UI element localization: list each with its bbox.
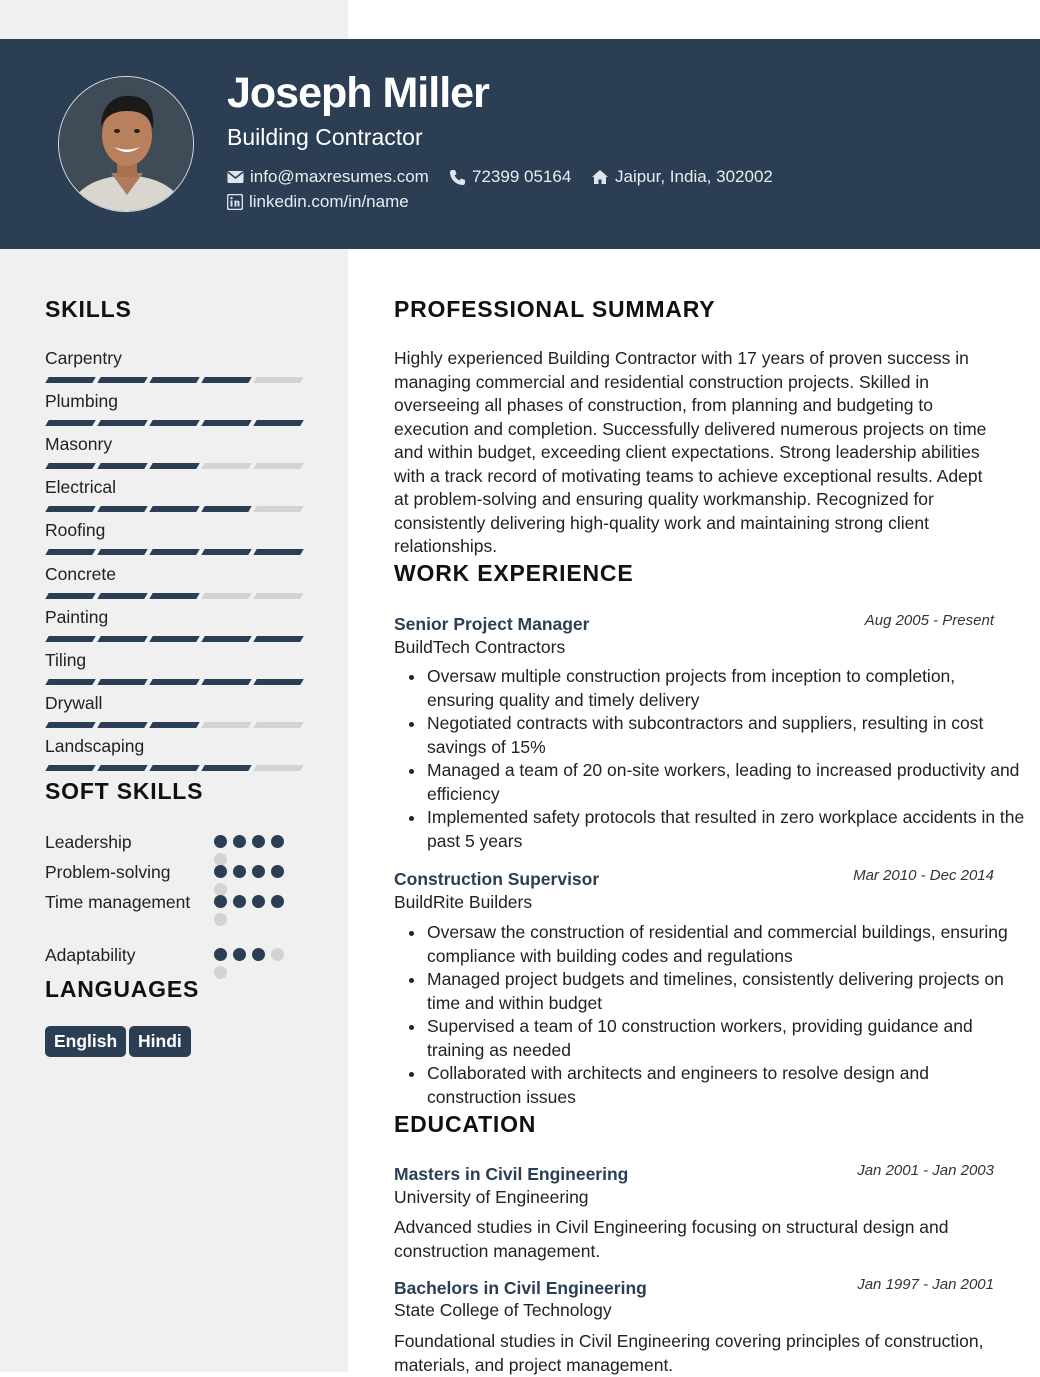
- bullet-item: • Supervised a team of 10 construction workers, providing guidance and training as needed: [426, 1015, 1026, 1062]
- skill-level-segment: [201, 420, 251, 426]
- skill-level-segment: [149, 377, 199, 383]
- skill-level-segment: [45, 463, 95, 469]
- skill-level-segment: [97, 722, 147, 728]
- summary-text: Highly experienced Building Contractor with 17 years of proven success in managing commercial and residential construction projects. Skilled in overseeing all phases of construction, from planning and budgeting to execution and completion. Successfully delivered numerous projects on time and within budget, exceeding client expectations. Strong leadership abilities with a track record of motivating teams to achieve exceptional results. Adept at problem-solving and ensuring quality workmanship. Recognized for consistently delivering high-quality work and maintaining strong client relationships.: [394, 348, 987, 556]
- skill-level-segment: [149, 463, 199, 469]
- rating-dot: [252, 895, 265, 908]
- linkedin-icon: [227, 194, 243, 210]
- skill-level-segment: [149, 420, 199, 426]
- soft-skill-label: Time management: [45, 892, 191, 912]
- skill-level-bar: [47, 549, 302, 555]
- skill-level-segment: [45, 377, 95, 383]
- email-contact[interactable]: [227, 167, 429, 187]
- experience-heading: WORK EXPERIENCE: [394, 560, 634, 586]
- skill-label: Masonry: [45, 434, 113, 455]
- phone-icon: [449, 169, 466, 186]
- skill-level-segment: [201, 636, 251, 642]
- skill-level-segment: [97, 377, 147, 383]
- rating-dot: [233, 895, 246, 908]
- experience-title: Construction Supervisor: [394, 869, 600, 889]
- skill-level-segment: [45, 593, 95, 599]
- skill-level-segment: [45, 679, 95, 685]
- rating-dot: [271, 865, 284, 878]
- education-heading: EDUCATION: [394, 1111, 537, 1137]
- skill-level-segment: [149, 636, 199, 642]
- skill-level-segment: [45, 506, 95, 512]
- skill-level-bar: [47, 636, 302, 642]
- experience-bullets: [394, 921, 1026, 1109]
- skill-level-segment: [253, 722, 303, 728]
- skill-level-segment: [253, 549, 303, 555]
- soft-skill-label: Problem-solving: [45, 862, 171, 882]
- skills-heading: SKILLS: [45, 296, 132, 322]
- linkedin-text: linkedin.com/in/name: [249, 192, 409, 211]
- skill-level-segment: [253, 679, 303, 685]
- job-title: Building Contractor: [227, 124, 423, 150]
- rating-dot: [252, 865, 265, 878]
- education-date: Jan 2001 - Jan 2003: [857, 1162, 994, 1179]
- skill-level-segment: [201, 722, 251, 728]
- rating-dot: [214, 835, 227, 848]
- skill-label: Painting: [45, 606, 109, 627]
- skill-level-segment: [97, 765, 147, 771]
- experience-date: Mar 2010 - Dec 2014: [853, 867, 994, 884]
- skill-level-segment: [201, 506, 251, 512]
- skill-level-segment: [253, 636, 303, 642]
- experience-company: BuildTech Contractors: [394, 637, 566, 657]
- bullet-item: • Managed a team of 20 on-site workers, leading to increased productivity and efficiency: [426, 759, 1026, 806]
- rating-dot: [233, 835, 246, 848]
- linkedin-contact[interactable]: [227, 192, 409, 212]
- education-school: State College of Technology: [394, 1300, 612, 1320]
- soft-skill-label: Leadership: [45, 832, 132, 852]
- experience-company: BuildRite Builders: [394, 892, 533, 912]
- skill-level-segment: [45, 636, 95, 642]
- skill-level-segment: [253, 593, 303, 599]
- education-date: Jan 1997 - Jan 2001: [857, 1276, 994, 1293]
- rating-dot: [271, 948, 284, 961]
- email-text: info@maxresumes.com: [250, 167, 429, 186]
- skill-label: Drywall: [45, 692, 103, 713]
- bullet-item: • Oversaw multiple construction projects from inception to completion, ensuring quality and timely delivery: [426, 665, 1026, 712]
- skill-level-segment: [201, 549, 251, 555]
- skill-level-segment: [201, 463, 251, 469]
- skill-level-segment: [97, 679, 147, 685]
- skill-level-segment: [201, 765, 251, 771]
- skill-label: Electrical: [45, 477, 116, 498]
- avatar: [58, 76, 194, 212]
- experience-title: Senior Project Manager: [394, 614, 590, 634]
- skill-level-segment: [149, 593, 199, 599]
- skill-level-bar: [47, 765, 302, 771]
- skill-level-segment: [45, 722, 95, 728]
- phone-text: 72399 05164: [472, 167, 572, 186]
- skill-level-bar: [47, 593, 302, 599]
- education-degree: Bachelors in Civil Engineering: [394, 1278, 647, 1298]
- rating-dot: [233, 865, 246, 878]
- skill-level-segment: [253, 765, 303, 771]
- education-degree: Masters in Civil Engineering: [394, 1164, 629, 1184]
- rating-dot: [271, 835, 284, 848]
- skill-level-segment: [149, 506, 199, 512]
- skill-level-segment: [149, 722, 199, 728]
- rating-dot: [252, 948, 265, 961]
- resume-header: [0, 39, 1040, 249]
- bullet-item: • Negotiated contracts with subcontractors and suppliers, resulting in cost savings of 15%: [426, 712, 1026, 759]
- rating-dot: [214, 948, 227, 961]
- skill-level-bar: [47, 463, 302, 469]
- skill-label: Plumbing: [45, 391, 118, 412]
- bullet-item: • Managed project budgets and timelines, consistently delivering projects on time and within budget: [426, 968, 1026, 1015]
- skill-level-segment: [149, 765, 199, 771]
- languages-heading: LANGUAGES: [45, 976, 200, 1002]
- skill-level-segment: [45, 765, 95, 771]
- skill-level-segment: [45, 549, 95, 555]
- skill-level-segment: [45, 420, 95, 426]
- skill-label: Roofing: [45, 520, 106, 541]
- education-description: Foundational studies in Civil Engineering covering principles of construction, materials, and project management.: [394, 1331, 984, 1375]
- skill-label: Tiling: [45, 649, 87, 670]
- skill-level-segment: [253, 377, 303, 383]
- home-icon: [591, 169, 609, 185]
- rating-dot: [271, 895, 284, 908]
- rating-dot: [252, 835, 265, 848]
- experience-date: Aug 2005 - Present: [864, 612, 994, 629]
- soft-skill-label: Adaptability: [45, 945, 136, 965]
- skill-level-segment: [253, 463, 303, 469]
- skill-level-segment: [97, 549, 147, 555]
- rating-dot: [214, 865, 227, 878]
- skill-level-bar: [47, 506, 302, 512]
- skill-label: Landscaping: [45, 735, 145, 756]
- skill-level-bar: [47, 679, 302, 685]
- language-badge: English: [45, 1026, 126, 1057]
- experience-bullets: [394, 665, 1026, 853]
- address-contact: [591, 167, 773, 187]
- rating-dot: [233, 948, 246, 961]
- rating-dot: [214, 895, 227, 908]
- education-description: Advanced studies in Civil Engineering focusing on structural design and construction management.: [394, 1217, 949, 1261]
- skill-label: Concrete: [45, 563, 117, 584]
- skill-level-segment: [253, 506, 303, 512]
- phone-contact[interactable]: [449, 167, 571, 187]
- rating-dot: [214, 966, 227, 979]
- skill-level-segment: [97, 593, 147, 599]
- skill-level-segment: [97, 420, 147, 426]
- skill-level-segment: [253, 420, 303, 426]
- summary-heading: PROFESSIONAL SUMMARY: [394, 296, 716, 322]
- education-school: University of Engineering: [394, 1187, 589, 1207]
- skill-level-segment: [201, 377, 251, 383]
- soft-skills-heading: SOFT SKILLS: [45, 778, 204, 804]
- skill-level-bar: [47, 722, 302, 728]
- rating-dot: [214, 913, 227, 926]
- skill-level-segment: [97, 506, 147, 512]
- skill-level-segment: [97, 463, 147, 469]
- address-text: Jaipur, India, 302002: [615, 167, 773, 186]
- bullet-item: • Oversaw the construction of residential and commercial buildings, ensuring compliance with building codes and regulations: [426, 921, 1026, 968]
- skill-level-segment: [149, 679, 199, 685]
- language-badge: Hindi: [129, 1026, 191, 1057]
- envelope-icon: [227, 170, 244, 184]
- skill-level-segment: [97, 636, 147, 642]
- skill-level-bar: [47, 377, 302, 383]
- bullet-item: • Implemented safety protocols that resulted in zero workplace accidents in the past 5 years: [426, 806, 1026, 853]
- skill-level-segment: [149, 549, 199, 555]
- skill-label: Carpentry: [45, 348, 122, 368]
- bullet-item: • Collaborated with architects and engineers to resolve design and construction issues: [426, 1062, 1026, 1109]
- skill-level-segment: [201, 679, 251, 685]
- candidate-name: Joseph Miller: [227, 69, 489, 117]
- skill-level-bar: [47, 420, 302, 426]
- skill-level-segment: [201, 593, 251, 599]
